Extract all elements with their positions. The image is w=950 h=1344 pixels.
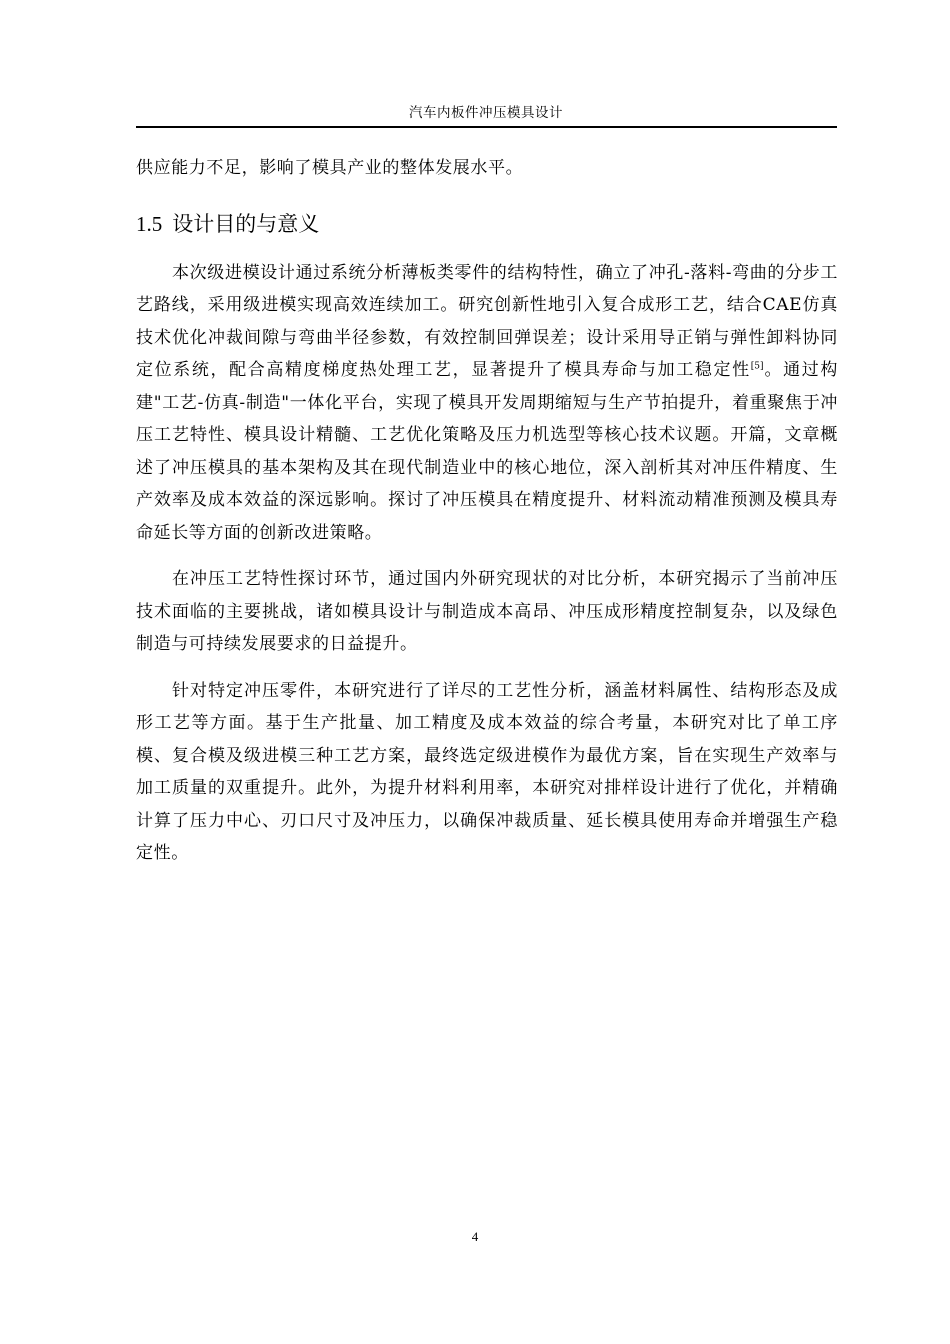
citation-reference: [5]: [750, 361, 764, 372]
running-header: 汽车内板件冲压模具设计: [409, 105, 563, 121]
paragraph-process-characteristics: 在冲压工艺特性探讨环节，通过国内外研究现状的对比分析，本研究揭示了当前冲压技术面临的主要挑战，诸如模具设计与制造成本高昂、冲压成形精度控制复杂，以及绿色制造与可持续发展要求的日益提升。: [136, 569, 838, 654]
continuation-paragraph: 供应能力不足，影响了模具产业的整体发展水平。: [136, 158, 524, 178]
page-number: 4: [471, 1229, 479, 1244]
section-number: 1.5: [136, 211, 163, 236]
paragraph-design-purpose: [136, 257, 838, 550]
paragraph-text: 本次级进模设计通过系统分析薄板类零件的结构特性，确立了冲孔-落料-弯曲的分步工艺路线，采用级进模实现高效连续加工。研究创新性地引入复合成形工艺，结合CAE仿真技术优化冲裁间隙与弯曲半径参数，有效控制回弹误差；设计采用导正销与弹性卸料协同定位系统，配合高精度梯度热处理工艺，显著提升了模具寿命与加工稳定性: [136, 262, 838, 380]
section-title: 设计目的与意义: [172, 211, 320, 236]
section-heading: [136, 209, 838, 239]
paragraph-text: 。通过构建"工艺-仿真-制造"一体化平台，实现了模具开发周期缩短与生产节拍提升，着重聚焦于冲压工艺特性、模具设计精髓、工艺优化策略及压力机选型等核心技术议题。开篇，文章概述了冲压模具的基本架构及其在现代制造业中的核心地位，深入剖析其对冲压件精度、生产效率及成本效益的深远影响。探讨了冲压模具在精度提升、材料流动精准预测及模具寿命延长等方面的创新改进策略。: [136, 360, 838, 543]
header-rule: [136, 126, 837, 128]
paragraph-process-analysis: 针对特定冲压零件，本研究进行了详尽的工艺性分析，涵盖材料属性、结构形态及成形工艺等方面。基于生产批量、加工精度及成本效益的综合考量，本研究对比了单工序模、复合模及级进模三种工艺方案，最终选定级进模作为最优方案，旨在实现生产效率与加工质量的双重提升。此外，为提升材料利用率，本研究对排样设计进行了优化，并精确计算了压力中心、刃口尺寸及冲压力，以确保冲裁质量、延长模具使用寿命并增强生产稳定性。: [136, 680, 838, 863]
page-body: [136, 152, 838, 870]
